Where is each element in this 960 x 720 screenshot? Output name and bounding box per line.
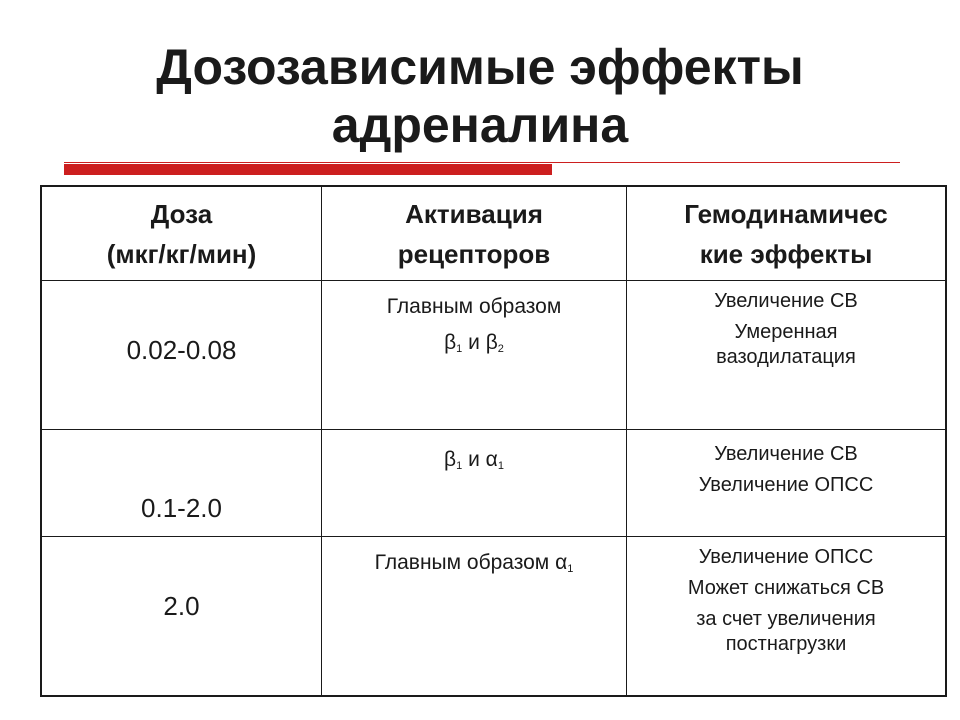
- header-receptors-line-2: рецепторов: [397, 238, 551, 269]
- receptor-conjunction: и: [462, 448, 486, 471]
- hemodynamic-effects: [627, 537, 947, 697]
- table-row: [41, 281, 946, 430]
- header-receptors: [322, 186, 627, 281]
- effect-line: за счет увеличения: [696, 608, 876, 630]
- dose-effects-table: [40, 185, 947, 697]
- dose-value: 2.0: [41, 537, 322, 697]
- accent-rule-thick: [64, 164, 552, 175]
- receptor-activation: [322, 281, 627, 430]
- receptor-symbol: β: [444, 448, 457, 471]
- effect-line: Увеличение СВ: [714, 443, 858, 465]
- receptor-activation: [322, 537, 627, 697]
- hemodynamic-effects: [627, 430, 947, 537]
- hemodynamic-effects: [627, 281, 947, 430]
- header-effects: [627, 186, 947, 281]
- header-dose: [41, 186, 322, 281]
- receptor-symbol: α: [485, 448, 498, 471]
- receptor-symbol: β: [485, 331, 498, 354]
- title-line-1: Дозозависимые эффекты: [156, 39, 804, 95]
- slide-title: [0, 38, 960, 154]
- dose-value: 0.02-0.08: [41, 281, 322, 430]
- receptor-subscript: 1: [456, 343, 463, 355]
- receptor-text: Главным образом α: [374, 551, 568, 574]
- receptor-activation: [322, 430, 627, 537]
- effect-line: вазодилатация: [716, 346, 856, 368]
- table-row: [41, 537, 946, 697]
- header-receptors-line-1: Активация: [405, 198, 543, 229]
- effect-line: Умеренная: [734, 321, 838, 343]
- header-effects-line-1: Гемодинамичес: [684, 198, 888, 229]
- title-line-2: адреналина: [331, 97, 629, 153]
- receptor-symbol: β: [444, 331, 457, 354]
- receptor-subscript: 1: [497, 460, 504, 472]
- receptor-text: Главным образом: [386, 295, 562, 318]
- header-dose-line-1: Доза: [150, 198, 213, 229]
- receptor-subscript: 2: [497, 343, 504, 355]
- dose-value: 0.1-2.0: [41, 430, 322, 537]
- receptor-subscript: 1: [567, 563, 574, 575]
- effect-line: Увеличение СВ: [714, 290, 858, 312]
- header-effects-line-2: кие эффекты: [699, 238, 873, 269]
- effect-line: Может снижаться СВ: [687, 577, 885, 599]
- receptor-list: [322, 442, 626, 478]
- receptor-list: [322, 325, 626, 361]
- table-header-row: [41, 186, 946, 281]
- accent-rule-thin: [64, 162, 900, 163]
- header-dose-line-2: (мкг/кг/мин): [106, 238, 257, 269]
- effect-line: Увеличение ОПСС: [698, 474, 874, 496]
- effect-line: постнагрузки: [725, 633, 847, 655]
- receptor-conjunction: и: [462, 331, 486, 354]
- table-row: [41, 430, 946, 537]
- receptor-list: [322, 545, 626, 581]
- receptor-subscript: 1: [456, 460, 463, 472]
- effect-line: Увеличение ОПСС: [698, 546, 874, 568]
